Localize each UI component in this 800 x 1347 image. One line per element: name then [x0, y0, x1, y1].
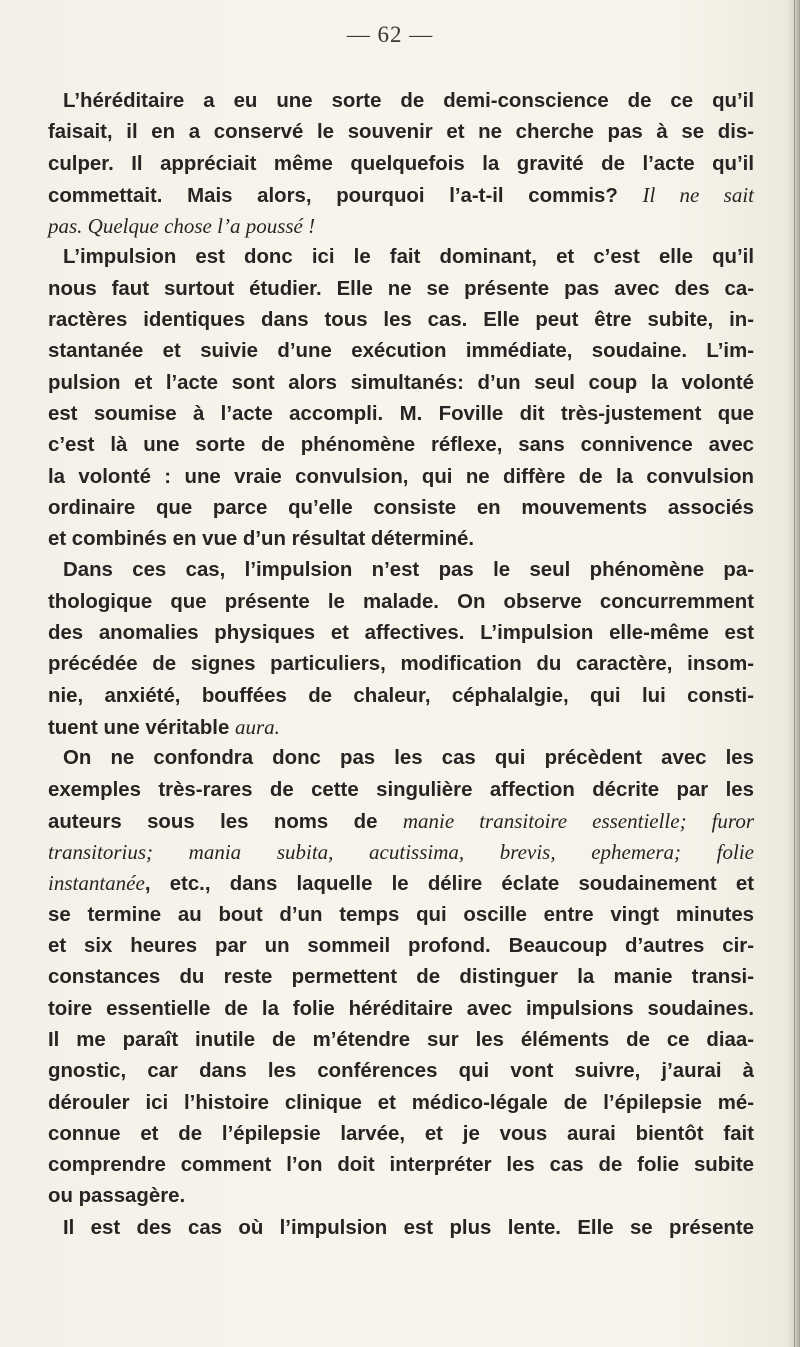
text-run: exemples très-rares de cette singulière affection décrite par les: [48, 778, 754, 801]
italic-text: pas. Quelque chose l’a poussé !: [48, 214, 316, 239]
text-line: [48, 86, 754, 117]
text-run: commettait. Mais alors, pourquoi l’a-t-il commis?: [48, 184, 643, 207]
text-line: [48, 775, 754, 806]
text-run: culper. Il appréciait même quelquefois la gravité de l’acte qu’il: [48, 152, 754, 175]
text-line: [48, 1150, 754, 1181]
text-line: [48, 962, 754, 993]
text-run: comprendre comment l’on doit interpréter les cas de folie subite: [48, 1154, 754, 1177]
text-line: [48, 305, 754, 336]
text-line: [48, 149, 754, 180]
text-run: dérouler ici l’histoire clinique et médico-légale de l’épilepsie mé-: [48, 1091, 754, 1114]
text-run: connue et de l’épilepsie larvée, et je vous aurai bientôt fait: [48, 1122, 754, 1145]
text-line: [48, 1088, 754, 1119]
page-number-header: — 62 —: [346, 22, 434, 47]
text-run: L’héréditaire a eu une sorte de demi-conscience de ce qu’il: [63, 90, 754, 112]
text-run: est soumise à l’acte accompli. M. Foville dit très-justement que: [48, 402, 754, 425]
text-run: pulsion et l’acte sont alors simultanés: d’un seul coup la volonté: [48, 371, 754, 394]
text-line: [48, 1181, 754, 1212]
italic-text: aura.: [234, 714, 280, 739]
text-line: [48, 180, 754, 211]
text-run: c’est là une sorte de phénomène réflexe, sans connivence avec: [48, 434, 754, 457]
body-text: [48, 86, 754, 1244]
italic-text: transitorius; mania subita, acutissima, brevis, ephemera; folie: [48, 840, 754, 865]
text-line: [48, 430, 754, 461]
text-run: ou passagère.: [48, 1185, 186, 1208]
text-line: [48, 837, 754, 868]
text-line: [48, 399, 754, 430]
italic-text: manie transitoire essentielle; furor: [402, 808, 754, 833]
italic-text: Il ne sait: [642, 182, 754, 207]
text-run: ordinaire que parce qu’elle consiste en mouvements associés: [48, 496, 754, 519]
text-line: [48, 618, 754, 649]
text-line: [48, 868, 754, 899]
text-run: la volonté : une vraie convulsion, qui ne diffère de la convulsion: [48, 465, 754, 488]
text-run: des anomalies physiques et affectives. L’impulsion elle-même est: [48, 622, 754, 645]
text-run: , etc., dans laquelle le délire éclate soudainement et: [144, 873, 754, 896]
text-run: Dans ces cas, l’impulsion n’est pas le seul phénomène pa-: [63, 559, 754, 582]
text-run: ractères identiques dans tous les cas. Elle peut être subite, in-: [48, 309, 754, 332]
text-line: [48, 211, 754, 242]
text-run: faisait, il en a conservé le souvenir et ne cherche pas à se dis-: [48, 121, 754, 144]
text-line: [48, 994, 754, 1025]
text-line: [48, 274, 754, 305]
text-line: [48, 900, 754, 931]
text-run: et six heures par un sommeil profond. Beaucoup d’autres cir-: [48, 935, 754, 958]
page-edge-line: [794, 0, 795, 1347]
text-line: [48, 368, 754, 399]
text-run: Il me paraît inutile de m’étendre sur les éléments de ce diaa-: [48, 1028, 754, 1051]
text-run: Il est des cas où l’impulsion est plus lente. Elle se présente: [63, 1216, 754, 1239]
text-run: et combinés en vue d’un résultat déterminé.: [48, 528, 475, 551]
text-line: [48, 242, 754, 273]
text-run: constances du reste permettent de distinguer la manie transi-: [48, 966, 754, 989]
text-line: [48, 1213, 754, 1244]
text-run: On ne confondra donc pas les cas qui précèdent avec les: [63, 747, 754, 770]
text-run: stantanée et suivie d’une exécution immédiate, soudaine. L’im-: [48, 340, 754, 363]
text-run: tuent une véritable: [48, 716, 235, 739]
text-run: thologique que présente le malade. On observe concurremment: [48, 590, 754, 613]
text-line: [48, 1025, 754, 1056]
text-run: auteurs sous les noms de: [48, 810, 403, 833]
text-run: L’impulsion est donc ici le fait dominant, et c’est elle qu’il: [63, 246, 754, 269]
text-line: [48, 649, 754, 680]
text-line: [48, 743, 754, 774]
text-line: [48, 1119, 754, 1150]
text-line: [48, 1056, 754, 1087]
text-line: [48, 117, 754, 148]
text-line: [48, 336, 754, 367]
text-line: [48, 931, 754, 962]
text-line: [48, 587, 754, 618]
text-run: toire essentielle de la folie héréditaire avec impulsions soudaines.: [48, 997, 754, 1020]
text-run: gnostic, car dans les conférences qui vont suivre, j’aurai à: [48, 1060, 754, 1083]
text-line: [48, 681, 754, 712]
text-run: nous faut surtout étudier. Elle ne se présente pas avec des ca-: [48, 277, 754, 300]
text-line: [48, 524, 754, 555]
text-line: [48, 493, 754, 524]
text-run: précédée de signes particuliers, modification du caractère, insom-: [48, 653, 754, 676]
text-run: nie, anxiété, bouffées de chaleur, céphalalgie, qui lui consti-: [48, 684, 754, 707]
text-line: [48, 806, 754, 837]
text-line: [48, 555, 754, 586]
italic-text: instantanée: [48, 871, 145, 896]
page-edge-shadow: [786, 0, 800, 1347]
text-run: se termine au bout d’un temps qui oscille entre vingt minutes: [48, 903, 754, 926]
text-line: [48, 462, 754, 493]
text-line: [48, 712, 754, 743]
